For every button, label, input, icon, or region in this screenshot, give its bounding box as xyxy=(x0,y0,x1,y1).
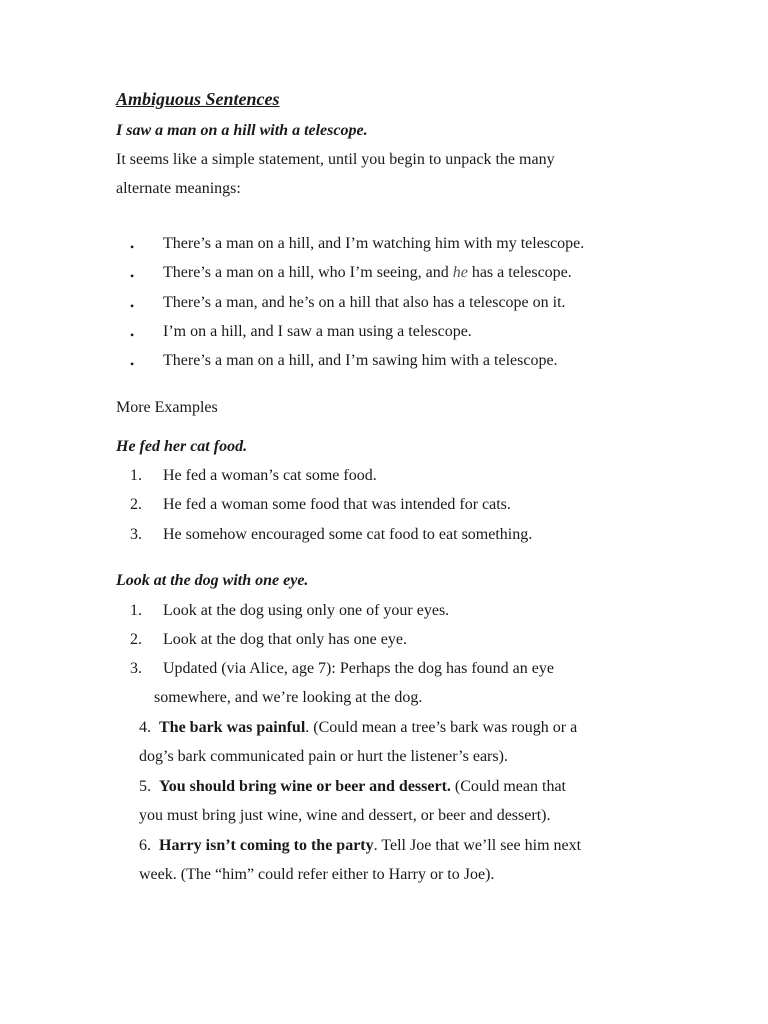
list-item xyxy=(139,719,577,737)
bold-phrase: You should bring wine or beer and dessert. xyxy=(159,778,451,795)
intro-text-line-2: alternate meanings: xyxy=(116,180,241,197)
example-heading-dog: Look at the dog with one eye. xyxy=(116,572,309,589)
list-number: 1. xyxy=(130,602,142,619)
list-item: Updated (via Alice, age 7): Perhaps the dog has found an eye xyxy=(163,660,554,677)
list-number: 5. xyxy=(139,778,151,795)
more-examples-label: More Examples xyxy=(116,399,218,416)
list-item-text: . (Could mean a tree’s bark was rough or a xyxy=(305,719,578,736)
bullet-icon: • xyxy=(130,240,135,254)
list-item-text: (Could mean that xyxy=(450,778,566,795)
bullet-item xyxy=(163,264,572,282)
list-number: 3. xyxy=(130,526,142,543)
list-item: He fed a woman’s cat some food. xyxy=(163,467,377,484)
list-number: 2. xyxy=(130,496,142,513)
list-item: He somehow encouraged some cat food to eat something. xyxy=(163,526,533,543)
bullet-icon: • xyxy=(130,269,135,283)
list-item-continuation: you must bring just wine, wine and dessert, or beer and dessert). xyxy=(139,807,551,824)
intro-text-line-1: It seems like a simple statement, until you begin to unpack the many xyxy=(116,151,555,168)
bullet-item: I’m on a hill, and I saw a man using a telescope. xyxy=(163,323,472,340)
bullet-icon: • xyxy=(130,357,135,371)
list-number: 3. xyxy=(130,660,142,677)
list-item-continuation: somewhere, and we’re looking at the dog. xyxy=(154,689,423,706)
bold-phrase: Harry isn’t coming to the party xyxy=(159,837,374,854)
bold-phrase: The bark was painful xyxy=(159,719,306,736)
bullet-item-text: has a telescope. xyxy=(467,264,572,281)
bullet-icon: • xyxy=(130,328,135,342)
bullet-item-text: There’s a man on a hill, who I’m seeing, and xyxy=(163,264,453,281)
bullet-icon: • xyxy=(130,299,135,313)
list-item xyxy=(139,837,581,855)
list-number: 6. xyxy=(139,837,151,854)
list-item-continuation: week. (The “him” could refer either to Harry or to Joe). xyxy=(139,866,495,883)
list-number: 1. xyxy=(130,467,142,484)
example-heading-cat-food: He fed her cat food. xyxy=(116,438,248,455)
list-number: 4. xyxy=(139,719,151,736)
list-item: Look at the dog using only one of your eyes. xyxy=(163,602,450,619)
bullet-item: There’s a man, and he’s on a hill that also has a telescope on it. xyxy=(163,294,566,311)
list-item: He fed a woman some food that was intended for cats. xyxy=(163,496,511,513)
bullet-item: There’s a man on a hill, and I’m sawing him with a telescope. xyxy=(163,352,558,369)
emphasized-word: he xyxy=(452,264,468,281)
list-item xyxy=(139,778,566,796)
list-item-continuation: dog’s bark communicated pain or hurt the listener’s ears). xyxy=(139,748,508,765)
bullet-item: There’s a man on a hill, and I’m watching him with my telescope. xyxy=(163,235,585,252)
example-heading-telescope: I saw a man on a hill with a telescope. xyxy=(116,122,368,139)
list-number: 2. xyxy=(130,631,142,648)
document-title: Ambiguous Sentences xyxy=(116,89,280,109)
list-item-text: . Tell Joe that we’ll see him next xyxy=(373,837,582,854)
list-item: Look at the dog that only has one eye. xyxy=(163,631,407,648)
